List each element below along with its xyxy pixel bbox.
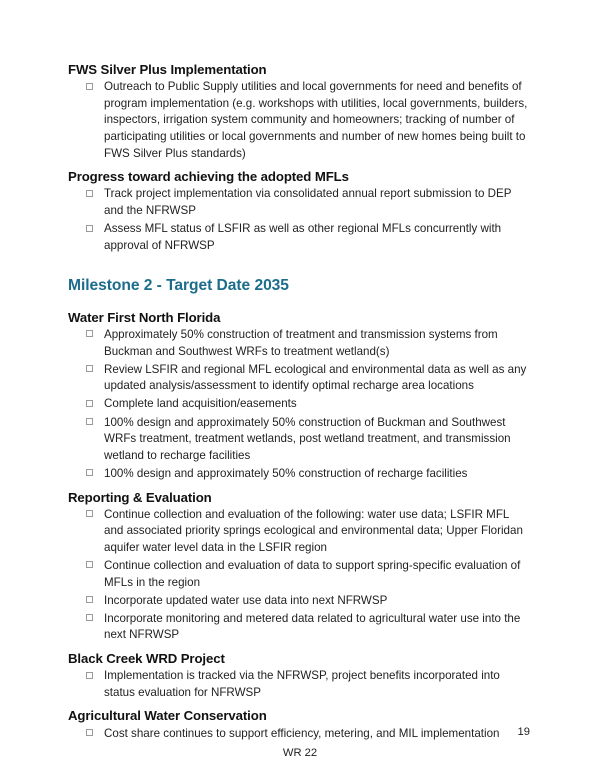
checkbox-icon	[86, 330, 93, 337]
list-item	[68, 507, 530, 557]
list-item	[68, 668, 530, 701]
section-heading: Reporting & Evaluation	[68, 489, 212, 505]
section-heading: Water First North Florida	[68, 309, 221, 325]
list-item-text: Incorporate updated water use data into next NFRWSP	[104, 593, 388, 607]
milestone-heading-block	[68, 276, 530, 295]
bullet-list	[68, 668, 530, 701]
list-item	[68, 186, 530, 219]
bullet-list	[68, 327, 530, 483]
list-item	[68, 415, 530, 465]
checkbox-icon	[86, 672, 93, 679]
list-item-text: Review LSFIR and regional MFL ecological and environmental data as well as any updated analysis/assessment to identify optimal recharge area locations	[104, 362, 527, 393]
list-item	[68, 593, 530, 610]
checkbox-icon	[86, 596, 93, 603]
checkbox-icon	[86, 561, 93, 568]
checkbox-icon	[86, 469, 93, 476]
list-item-text: Implementation is tracked via the NFRWSP, project benefits incorporated into status evaluation for NFRWSP	[104, 669, 500, 699]
section-water-first-north-florida	[68, 310, 530, 483]
checkbox-icon	[86, 365, 93, 372]
bullet-list	[68, 79, 530, 162]
list-item	[68, 558, 530, 591]
checkbox-icon	[86, 729, 93, 736]
list-item	[68, 79, 530, 162]
section-heading: Black Creek WRD Project	[68, 651, 225, 667]
section-heading: Progress toward achieving the adopted MFLs	[68, 169, 349, 185]
page-content	[68, 62, 530, 742]
checkbox-icon	[86, 400, 93, 407]
list-item-text: 100% design and approximately 50% construction of recharge facilities	[104, 466, 468, 480]
section-progress-mfls	[68, 169, 530, 254]
section-reporting-evaluation	[68, 490, 530, 645]
list-item-text: Outreach to Public Supply utilities and local governments for need and benefits of program implementation (e.g. workshops with utilities, local governments, builders, inspectors, irrigation system community and homeowners; tracking of number of participating utilities or local governments and number of new homes being built to FWS Silver Plus standards)	[104, 80, 528, 160]
list-item-text: Assess MFL status of LSFIR as well as other regional MFLs concurrently with approval of NFRWSP	[104, 222, 502, 252]
list-item-text: Cost share continues to support efficiency, metering, and MIL implementation	[104, 726, 500, 740]
section-heading: Agricultural Water Conservation	[68, 708, 267, 724]
checkbox-icon	[86, 190, 93, 197]
section-black-creek-wrd-project	[68, 651, 530, 701]
checkbox-icon	[86, 510, 93, 517]
section-heading: FWS Silver Plus Implementation	[68, 62, 267, 77]
bullet-list	[68, 726, 530, 743]
list-item-text: Complete land acquisition/easements	[104, 397, 297, 411]
list-item	[68, 396, 530, 413]
list-item	[68, 611, 530, 644]
list-item-text: 100% design and approximately 50% construction of Buckman and Southwest WRFs treatment, treatment wetlands, post wetland treatment, and transmission wetland to recharge facilities	[104, 415, 511, 462]
list-item	[68, 726, 530, 743]
checkbox-icon	[86, 225, 93, 232]
list-item	[68, 221, 530, 254]
list-item-text: Track project implementation via consolidated annual report submission to DEP and the NFRWSP	[104, 187, 512, 217]
list-item-text: Continue collection and evaluation of data to support spring-specific evaluation of MFLs in the region	[104, 558, 521, 589]
checkbox-icon	[86, 418, 93, 425]
list-item	[68, 466, 530, 483]
section-fws-silver-plus	[68, 62, 530, 162]
checkbox-icon	[86, 614, 93, 621]
bullet-list	[68, 507, 530, 645]
list-item-text: Approximately 50% construction of treatment and transmission systems from Buckman and Southwest WRFs to treatment wetland(s)	[104, 327, 498, 358]
list-item-text: Incorporate monitoring and metered data related to agricultural water use into the next NFRWSP	[104, 611, 521, 642]
milestone-title: Milestone 2 - Target Date 2035	[68, 277, 289, 295]
page-number: 19	[517, 726, 530, 738]
checkbox-icon	[86, 83, 93, 90]
section-agricultural-water-conservation	[68, 708, 530, 742]
list-item	[68, 327, 530, 360]
list-item-text: Continue collection and evaluation of the following: water use data; LSFIR MFL and associated priority springs ecological and environmental data; Upper Floridan aquifer water level data in the LSFIR region	[104, 507, 523, 554]
footer-label: WR 22	[282, 747, 318, 759]
bullet-list	[68, 186, 530, 254]
list-item	[68, 362, 530, 395]
